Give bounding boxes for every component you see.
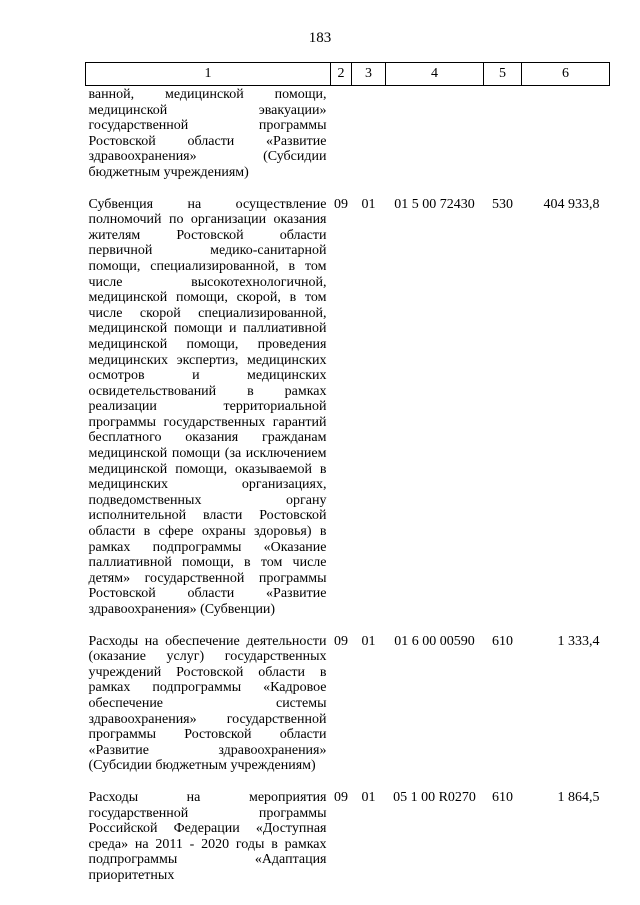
table-row <box>86 197 610 634</box>
target-code-cell: 05 1 00 R0270 <box>393 789 476 805</box>
expense-type-cell: 530 <box>492 196 513 212</box>
amount-cell <box>522 86 610 197</box>
column-header-1: 1 <box>86 63 331 86</box>
subsection-cell: 01 <box>361 633 376 649</box>
target-code-cell: 01 5 00 72430 <box>394 196 475 212</box>
section-cell: 09 <box>334 196 348 212</box>
subsection-cell <box>352 86 386 197</box>
subsection-cell: 01 <box>361 789 376 805</box>
amount-cell: 1 864,5 <box>557 789 600 805</box>
section-cell <box>331 86 352 197</box>
table-header-row <box>86 63 610 86</box>
amount-cell: 1 333,4 <box>557 633 600 649</box>
column-header-4: 4 <box>386 63 484 86</box>
table-row <box>86 790 610 884</box>
table-row <box>86 86 610 197</box>
column-header-2: 2 <box>331 63 352 86</box>
expense-type-cell: 610 <box>492 789 513 805</box>
row-name-cell: Расходы на обеспечение деятельности (оказание услуг) государственных учреждений Ростовской области в рамках подпрограммы «Кадровое обеспечение системы здравоохранения» государственной программы Ростовской области «Развитие здравоохранения» (Субсидии бюджетным учреждениям) <box>88 633 327 774</box>
column-header-5: 5 <box>484 63 522 86</box>
target-code-cell <box>386 86 484 197</box>
amount-cell: 404 933,8 <box>543 196 600 212</box>
expense-type-cell: 610 <box>492 633 513 649</box>
budget-table <box>85 62 610 884</box>
row-name-cell: ванной, медицинской помощи, медицинской эвакуации» государственной программы Ростовской области «Развитие здравоохранения» (Субсидии бюджетным учреждениям) <box>88 87 327 180</box>
section-cell: 09 <box>334 789 348 805</box>
column-header-6: 6 <box>522 63 610 86</box>
section-cell: 09 <box>334 633 348 649</box>
row-name-cell: Расходы на мероприятия государственной программы Российской Федерации «Доступная среда» на 2011 - 2020 годы в рамках подпрограммы «Адаптация приоритетных <box>88 789 327 883</box>
table-row <box>86 634 610 790</box>
expense-type-cell <box>484 86 522 197</box>
page-number: 183 <box>308 30 332 46</box>
subsection-cell: 01 <box>361 196 376 212</box>
target-code-cell: 01 6 00 00590 <box>394 633 475 649</box>
column-header-3: 3 <box>352 63 386 86</box>
row-name-cell: Субвенция на осуществление полномочий по организации оказания жителям Ростовской области первичной медико-санитарной помощи, специализированной, в том числе высокотехнологичной, медицинской помощи, скорой, в том числе скорой специализированной, медицинской помощи и паллиативной медицинской помощи, проведения медицинских экспертиз, медицинских осмотров и медицинских освидетельствований в рамках реализации территориальной программы государственных гарантий бесплатного оказания гражданам медицинской помощи (за исключением медицинской помощи, оказываемой в медицинских организациях, подведомственных органу исполнительной власти Ростовской области в сфере охраны здоровья) в рамках подпрограммы «Оказание паллиативной помощи, в том числе детям» государственной программы Ростовской области «Развитие здравоохранения» (Субвенции) <box>88 196 327 617</box>
